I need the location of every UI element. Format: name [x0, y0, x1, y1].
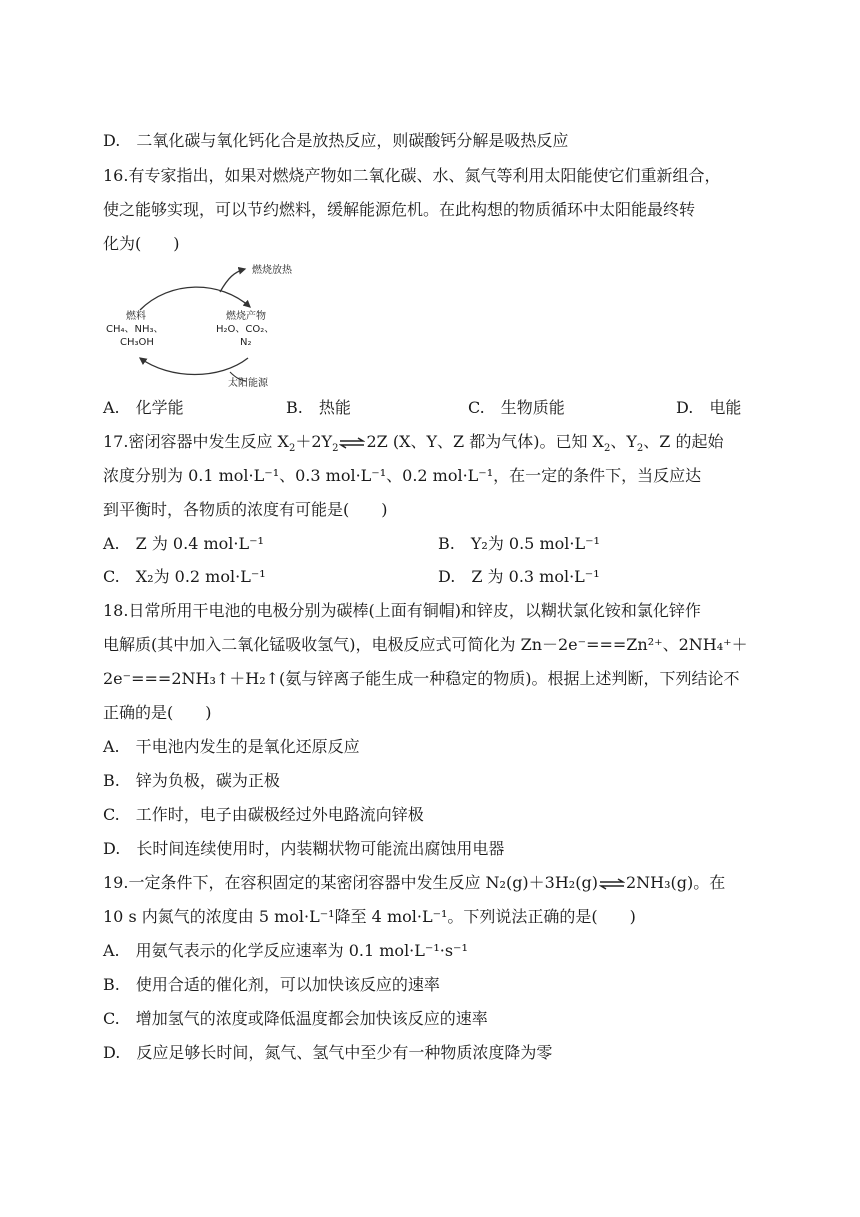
q16-option-a: A. 化学能: [103, 398, 184, 417]
q19-stem-line2: 10 s 内氮气的浓度由 5 mol·L⁻¹降至 4 mol·L⁻¹。下列说法正确的是( ): [103, 907, 636, 926]
q15-option-d: D. 二氧化碳与氧化钙化合是放热反应，则碳酸钙分解是吸热反应: [103, 131, 569, 150]
q19-option-a: A. 用氨气表示的化学反应速率为 0.1 mol·L⁻¹·s⁻¹: [103, 941, 468, 960]
q18-stem-line2: 电解质(其中加入二氧化锰吸收氢气)，电极反应式可简化为 Zn－2e⁻===Zn²⁺、2NH₄⁺＋: [103, 635, 748, 654]
diagram-fuel-title: 燃料: [126, 311, 146, 322]
q17-option-a: A. Z 为 0.4 mol·L⁻¹: [103, 534, 264, 553]
diagram-products-title: 燃烧产物: [226, 311, 266, 322]
q19-stem-line1: 19.一定条件下，在容积固定的某密闭容器中发生反应 N₂(g)＋3H₂(g) 2NH₃(g)。在: [103, 873, 726, 892]
q17-stem-line2: 浓度分别为 0.1 mol·L⁻¹、0.3 mol·L⁻¹、0.2 mol·L⁻¹，在一定的条件下，当反应达: [103, 466, 702, 485]
equilibrium-arrow-icon: [599, 878, 625, 890]
combustion-arrow: [140, 287, 250, 310]
q18-option-c: C. 工作时，电子由碳极经过外电路流向锌极: [103, 805, 424, 824]
q17-option-b: B. Y₂为 0.5 mol·L⁻¹: [438, 534, 600, 553]
regeneration-arrow: [140, 358, 248, 375]
heat-release-arrow: [220, 269, 245, 292]
q16-stem-line1: 16.有专家指出，如果对燃烧产物如二氧化碳、水、氮气等利用太阳能使它们重新组合，: [103, 166, 721, 185]
energy-cycle-diagram: [100, 262, 300, 390]
q19-option-b: B. 使用合适的催化剂，可以加快该反应的速率: [103, 975, 440, 994]
q18-stem-line3: 2e⁻===2NH₃↑＋H₂↑(氨与锌离子能生成一种稳定的物质)。根据上述判断，下列结论不: [103, 669, 740, 688]
q17-option-c: C. X₂为 0.2 mol·L⁻¹: [103, 567, 266, 586]
equilibrium-arrow-icon: [339, 437, 365, 449]
q16-option-d: D. 电能: [676, 398, 742, 417]
q16-option-c: C. 生物质能: [468, 398, 565, 417]
q19-option-c: C. 增加氢气的浓度或降低温度都会加快该反应的速率: [103, 1009, 488, 1028]
q17-stem-line3: 到平衡时，各物质的浓度有可能是( ): [103, 500, 388, 519]
q16-stem-line3: 化为( ): [103, 234, 180, 253]
q18-stem-line4: 正确的是( ): [103, 703, 212, 722]
q16-stem-line2: 使之能够实现，可以节约燃料，缓解能源危机。在此构想的物质循环中太阳能最终转: [103, 200, 696, 219]
q17-option-d: D. Z 为 0.3 mol·L⁻¹: [438, 567, 600, 586]
diagram-top-label: 燃烧放热: [252, 265, 292, 276]
q19-option-d: D. 反应足够长时间，氮气、氢气中至少有一种物质浓度降为零: [103, 1043, 553, 1062]
q18-option-b: B. 锌为负极，碳为正极: [103, 771, 280, 790]
q18-option-a: A. 干电池内发生的是氧化还原反应: [103, 737, 360, 756]
q18-option-d: D. 长时间连续使用时，内装糊状物可能流出腐蚀用电器: [103, 839, 505, 858]
q16-option-b: B. 热能: [286, 398, 351, 417]
q17-stem-line1: 17.密闭容器中发生反应 $X_2+2Y_2$ 2Z (X、Y、Z 都为气体)。已知 $X_2$、$Y_2$、Z 的起始: [103, 432, 724, 455]
q18-stem-line1: 18.日常所用干电池的电极分别为碳棒(上面有铜帽)和锌皮，以糊状氯化铵和氯化锌作: [103, 601, 701, 620]
diagram-fuel-line2: CH₃OH: [120, 337, 154, 348]
diagram-bottom-label: 太阳能源: [228, 378, 268, 389]
diagram-fuel-line1: CH₄、NH₃、: [106, 324, 164, 335]
diagram-products-line1: H₂O、CO₂、: [216, 324, 275, 335]
diagram-products-line2: N₂: [240, 337, 252, 348]
